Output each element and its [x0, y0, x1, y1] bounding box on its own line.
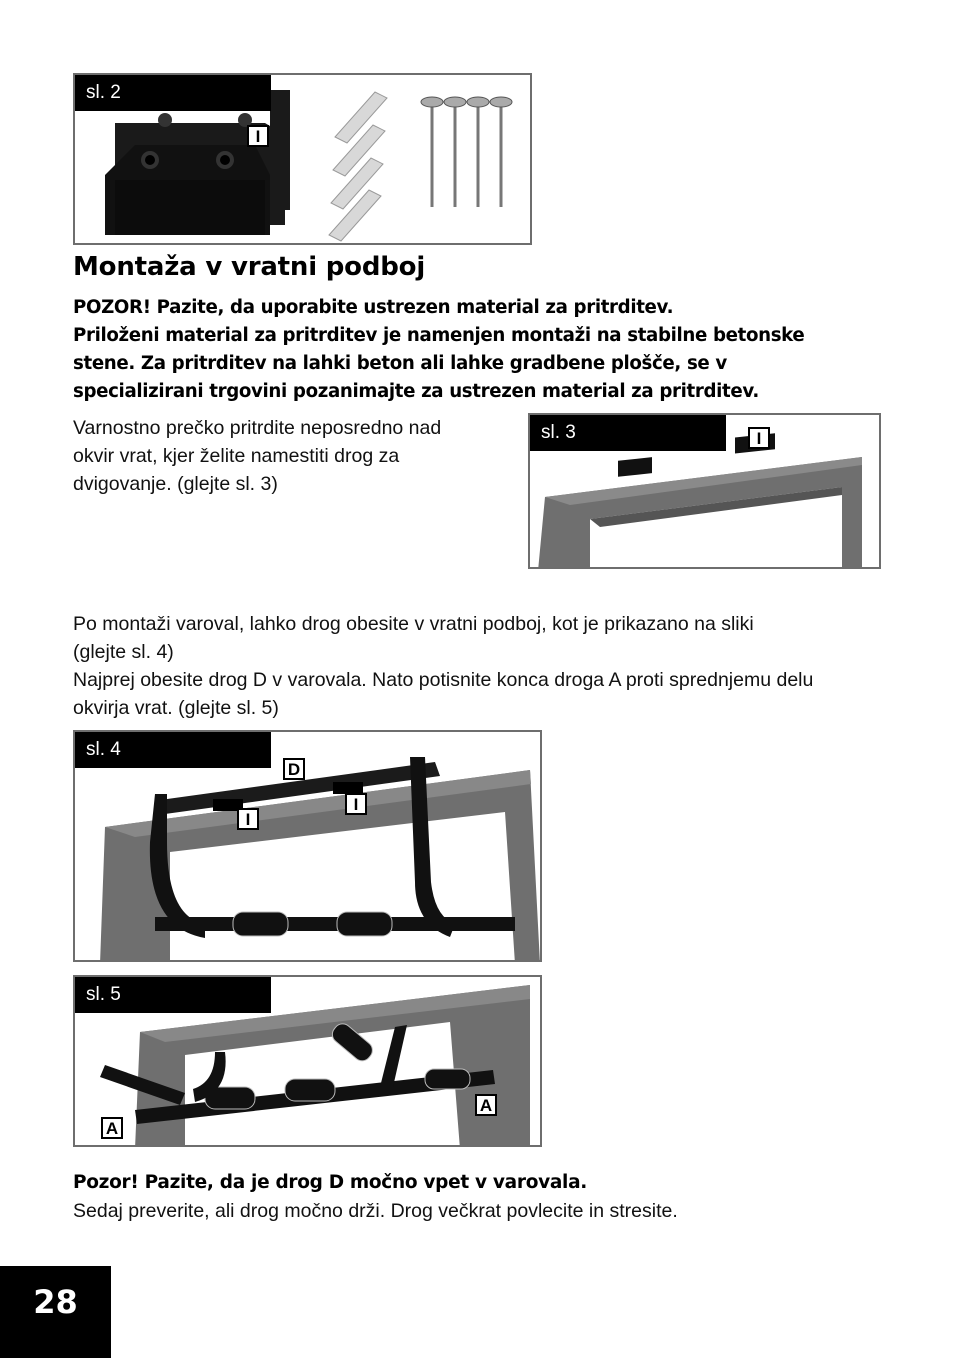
figure-4-label: sl. 4 — [75, 732, 271, 768]
warning-line: Priloženi material za pritrditev je namenjen montaži na stabilne betonske — [73, 325, 805, 346]
paragraph-line: Sedaj preverite, ali drog močno drži. Drog večkrat povlecite in stresite. — [73, 1200, 678, 1222]
bar-end-a-tag: A — [475, 1094, 497, 1116]
paragraph-line: Najprej obesite drog D v varovala. Nato potisnite konca droga A proti sprednjemu delu — [73, 669, 814, 691]
paragraph-line: okvir vrat, kjer želite namestiti drog za — [73, 445, 400, 467]
final-warning: Pozor! Pazite, da je drog D močno vpet v varovala. — [73, 1172, 587, 1193]
figure-5-label: sl. 5 — [75, 977, 271, 1013]
final-text — [73, 1197, 678, 1225]
warning-block — [73, 294, 888, 406]
warning-line: POZOR! Pazite, da uporabite ustrezen material za pritrditev. — [73, 297, 674, 318]
bar-d-tag: D — [283, 758, 305, 780]
page-number: 28 — [0, 1266, 111, 1358]
warning-line: stene. Za pritrditev na lahki beton ali lahke gradbene plošče, se v — [73, 353, 727, 374]
figure-3 — [528, 413, 881, 569]
figure-4 — [73, 730, 542, 962]
intro-paragraph — [73, 414, 441, 498]
figure-3-label: sl. 3 — [530, 415, 726, 451]
part-i-tag: I — [345, 793, 367, 815]
section-title: Montaža v vratni podboj — [73, 252, 426, 282]
part-i-tag: I — [247, 125, 269, 147]
figure-5 — [73, 975, 542, 1147]
paragraph-line: okvirja vrat. (glejte sl. 5) — [73, 697, 279, 719]
paragraph-line: (glejte sl. 4) — [73, 641, 174, 663]
part-i-tag: I — [237, 808, 259, 830]
part-i-tag: I — [748, 427, 770, 449]
warning-line: specializirani trgovini pozanimajte za ustrezen material za pritrditev. — [73, 381, 759, 402]
mount-paragraph — [73, 610, 813, 722]
paragraph-line: Po montaži varoval, lahko drog obesite v vratni podboj, kot je prikazano na sliki — [73, 613, 754, 635]
paragraph-line: dvigovanje. (glejte sl. 3) — [73, 473, 278, 495]
figure-2-label: sl. 2 — [75, 75, 271, 111]
bar-end-a-tag: A — [101, 1117, 123, 1139]
figure-2 — [73, 73, 532, 245]
paragraph-line: Varnostno prečko pritrdite neposredno nad — [73, 417, 442, 439]
